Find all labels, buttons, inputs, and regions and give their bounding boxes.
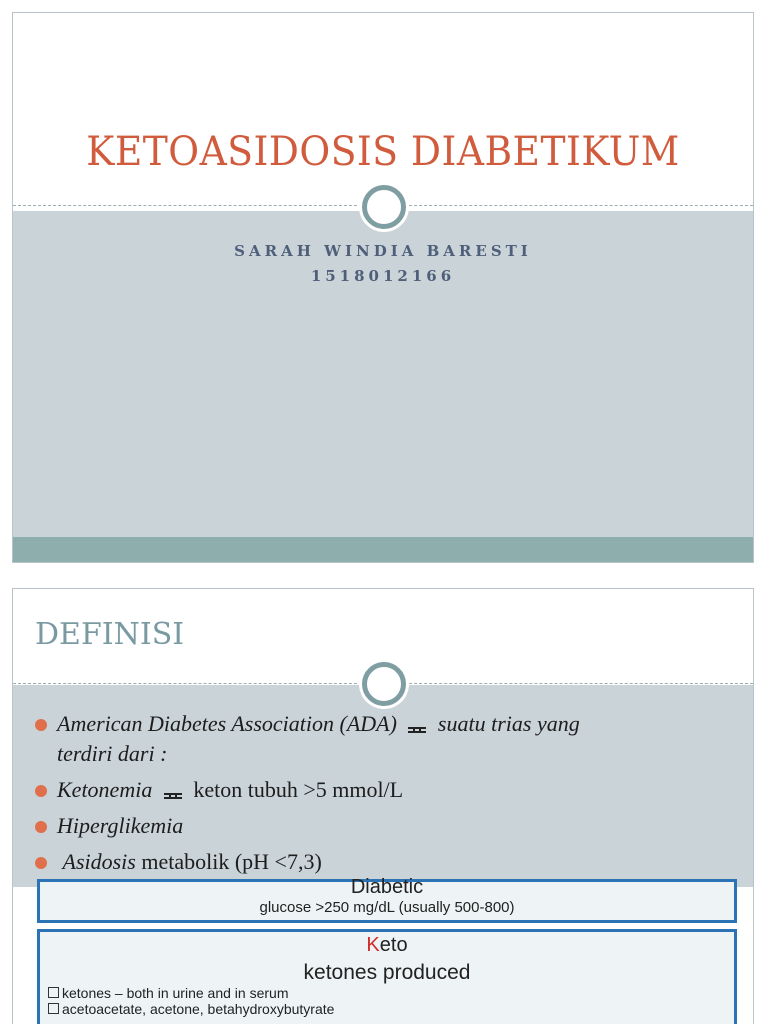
keto-box-title: Keto bbox=[366, 934, 408, 956]
bullet-icon bbox=[35, 857, 47, 869]
checkbox-icon bbox=[48, 1003, 59, 1014]
diabetic-box-title: Diabetic bbox=[350, 876, 424, 898]
list-item bbox=[35, 847, 745, 877]
bullet-italic: Asidosis bbox=[62, 849, 136, 874]
slide-title: KETOASIDOSIS DIABETIKUM bbox=[86, 129, 680, 175]
list-item: ketones – both in urine and in serum bbox=[40, 985, 734, 1001]
definition-slide bbox=[12, 588, 754, 1024]
list-item bbox=[35, 811, 745, 841]
list-item bbox=[35, 709, 745, 769]
bullet-icon bbox=[35, 719, 47, 731]
bottom-bar bbox=[13, 537, 753, 563]
title-band bbox=[13, 13, 753, 211]
dka-figure bbox=[13, 876, 753, 1024]
bullet-icon bbox=[35, 785, 47, 797]
bullet-icon bbox=[35, 821, 47, 833]
slide-heading: DEFINISI bbox=[35, 617, 185, 652]
bullet-text-continued: terdiri dari : bbox=[57, 741, 168, 766]
diabetic-box bbox=[37, 876, 737, 923]
diabetic-box-text: glucose >250 mg/dL (usually 500-800) bbox=[259, 899, 515, 916]
keto-box bbox=[37, 929, 737, 1024]
title-slide bbox=[12, 12, 754, 563]
keto-box-subtitle: ketones produced bbox=[303, 961, 471, 984]
bullet-text: keton tubuh >5 mmol/L bbox=[193, 777, 404, 802]
bullet-text: metabolik (pH <7,3) bbox=[141, 849, 322, 874]
circle-ornament-icon bbox=[362, 185, 406, 229]
bullet-italic: Ketonemia bbox=[57, 777, 153, 802]
author-name: SARAH WINDIA BARESTI bbox=[234, 242, 532, 260]
equivalence-icon bbox=[164, 791, 182, 801]
definition-list bbox=[35, 709, 745, 883]
bullet-text: suatu trias yang bbox=[437, 711, 580, 736]
list-item: acetoacetate, acetone, betahydroxybutyrate bbox=[40, 1001, 734, 1017]
bullet-italic: American Diabetes Association (ADA) bbox=[57, 711, 397, 736]
equivalence-icon bbox=[408, 725, 426, 735]
checkbox-icon bbox=[48, 987, 59, 998]
list-item bbox=[35, 775, 745, 805]
bullet-italic: Hiperglikemia bbox=[57, 813, 184, 838]
student-id: 1518012166 bbox=[310, 267, 456, 285]
circle-ornament-icon bbox=[362, 662, 406, 706]
